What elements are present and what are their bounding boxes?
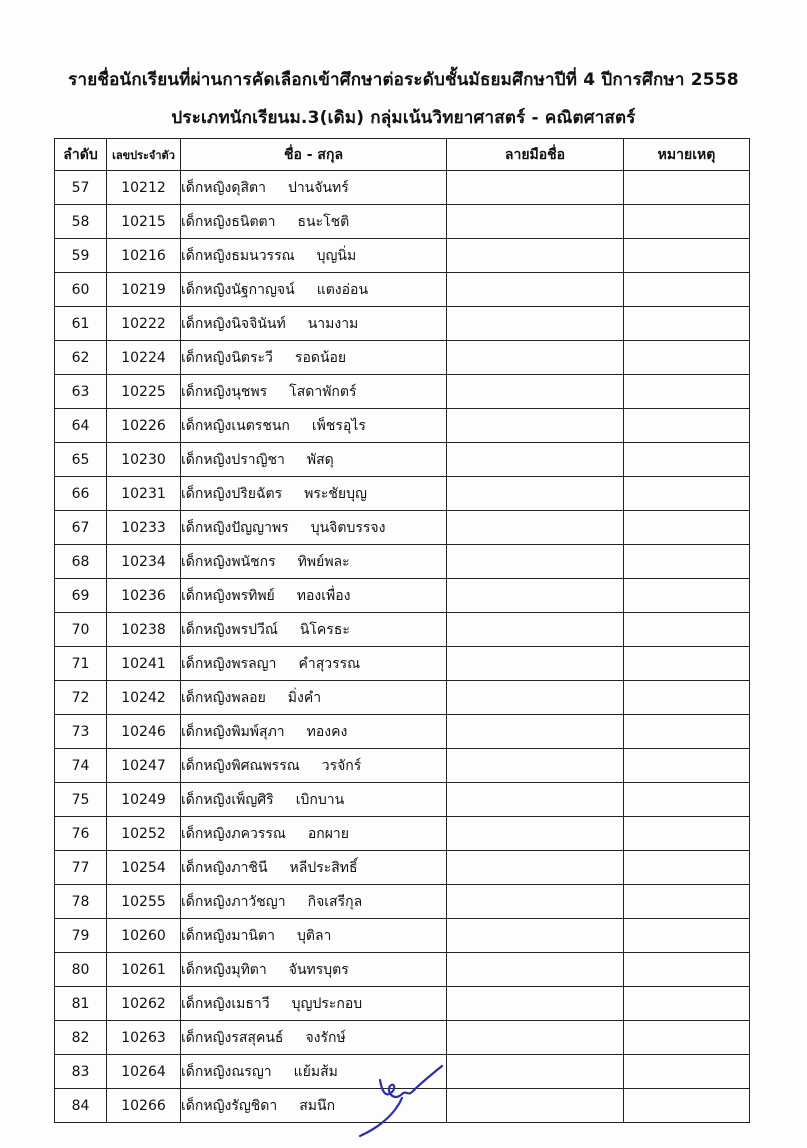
row-remark-cell[interactable] xyxy=(624,851,750,885)
row-last-name: ทองเพื่อง xyxy=(296,587,351,604)
table-row xyxy=(55,545,750,579)
row-first-name: เด็กหญิงเพ็ญศิริ xyxy=(181,791,274,808)
row-student-id: 10266 xyxy=(107,1089,181,1123)
row-signature-cell[interactable] xyxy=(447,817,624,851)
row-student-id: 10230 xyxy=(107,443,181,477)
row-signature-cell[interactable] xyxy=(447,239,624,273)
row-seq: 64 xyxy=(55,409,107,443)
table-row xyxy=(55,375,750,409)
row-first-name: เด็กหญิงพนัชกร xyxy=(181,553,276,570)
row-student-id: 10236 xyxy=(107,579,181,613)
table-row xyxy=(55,851,750,885)
row-first-name: เด็กหญิงรสสุคนธ์ xyxy=(181,1029,284,1046)
row-signature-cell[interactable] xyxy=(447,579,624,613)
row-seq: 65 xyxy=(55,443,107,477)
row-first-name: เด็กหญิงนิตระวี xyxy=(181,349,273,366)
row-signature-cell[interactable] xyxy=(447,477,624,511)
row-remark-cell[interactable] xyxy=(624,953,750,987)
row-first-name: เด็กหญิงดุสิตา xyxy=(181,179,266,196)
row-student-id: 10241 xyxy=(107,647,181,681)
row-last-name: พัสดุ xyxy=(306,451,334,468)
row-signature-cell[interactable] xyxy=(447,171,624,205)
row-first-name: เด็กหญิงเมธาวี xyxy=(181,995,270,1012)
table-row xyxy=(55,749,750,783)
row-first-name: เด็กหญิงภควรรณ xyxy=(181,825,286,842)
table-row xyxy=(55,409,750,443)
row-first-name: เด็กหญิงนิจจินันท์ xyxy=(181,315,286,332)
table-header-row xyxy=(55,139,750,171)
row-name xyxy=(181,749,447,783)
row-last-name: แตงอ่อน xyxy=(316,281,369,298)
row-seq: 78 xyxy=(55,885,107,919)
row-last-name: อกผาย xyxy=(307,825,349,842)
row-student-id: 10222 xyxy=(107,307,181,341)
row-seq: 72 xyxy=(55,681,107,715)
row-name xyxy=(181,987,447,1021)
row-last-name: บุญประกอบ xyxy=(291,995,363,1012)
table-row xyxy=(55,477,750,511)
handwritten-signature xyxy=(352,1052,452,1140)
row-seq: 75 xyxy=(55,783,107,817)
row-remark-cell[interactable] xyxy=(624,511,750,545)
row-last-name: บุติลา xyxy=(296,927,332,944)
header-remark: หมายเหตุ xyxy=(624,139,750,171)
row-student-id: 10225 xyxy=(107,375,181,409)
row-seq: 61 xyxy=(55,307,107,341)
table-row xyxy=(55,647,750,681)
header-signature: ลายมือชื่อ xyxy=(447,139,624,171)
row-seq: 70 xyxy=(55,613,107,647)
table-row xyxy=(55,885,750,919)
row-remark-cell[interactable] xyxy=(624,1089,750,1123)
row-student-id: 10249 xyxy=(107,783,181,817)
row-seq: 66 xyxy=(55,477,107,511)
row-remark-cell[interactable] xyxy=(624,171,750,205)
table-row xyxy=(55,715,750,749)
row-signature-cell[interactable] xyxy=(447,1055,624,1089)
row-student-id: 10255 xyxy=(107,885,181,919)
row-remark-cell[interactable] xyxy=(624,341,750,375)
row-last-name: ทิพย์พละ xyxy=(297,553,350,570)
row-first-name: เด็กหญิงปัญญาพร xyxy=(181,519,289,536)
row-last-name: วรจักร์ xyxy=(321,757,362,774)
row-first-name: เด็กหญิงภาชินี xyxy=(181,859,268,876)
row-seq: 59 xyxy=(55,239,107,273)
row-seq: 77 xyxy=(55,851,107,885)
row-seq: 81 xyxy=(55,987,107,1021)
row-signature-cell[interactable] xyxy=(447,375,624,409)
row-seq: 79 xyxy=(55,919,107,953)
row-signature-cell[interactable] xyxy=(447,783,624,817)
row-last-name: บุญนิ่ม xyxy=(316,247,357,264)
row-last-name: คำสุวรรณ xyxy=(298,655,361,672)
table-row xyxy=(55,783,750,817)
row-student-id: 10260 xyxy=(107,919,181,953)
row-signature-cell[interactable] xyxy=(447,987,624,1021)
row-name xyxy=(181,613,447,647)
table-row xyxy=(55,613,750,647)
row-student-id: 10263 xyxy=(107,1021,181,1055)
row-signature-cell[interactable] xyxy=(447,443,624,477)
row-remark-cell[interactable] xyxy=(624,817,750,851)
row-first-name: เด็กหญิงธนิตตา xyxy=(181,213,276,230)
row-remark-cell[interactable] xyxy=(624,681,750,715)
table-row xyxy=(55,919,750,953)
row-student-id: 10219 xyxy=(107,273,181,307)
row-remark-cell[interactable] xyxy=(624,783,750,817)
row-signature-cell[interactable] xyxy=(447,511,624,545)
header-name: ชื่อ - สกุล xyxy=(181,139,447,171)
row-name xyxy=(181,817,447,851)
table-row xyxy=(55,205,750,239)
row-student-id: 10226 xyxy=(107,409,181,443)
row-student-id: 10233 xyxy=(107,511,181,545)
row-signature-cell[interactable] xyxy=(447,919,624,953)
row-first-name: เด็กหญิงภาวัชญา xyxy=(181,893,286,910)
row-student-id: 10264 xyxy=(107,1055,181,1089)
row-remark-cell[interactable] xyxy=(624,545,750,579)
row-last-name: บุนจิตบรรจง xyxy=(310,519,386,536)
row-name xyxy=(181,307,447,341)
row-name xyxy=(181,511,447,545)
row-seq: 63 xyxy=(55,375,107,409)
row-last-name: พระชัยบุญ xyxy=(304,485,367,502)
header-student-id: เลขประจำตัว xyxy=(107,139,181,171)
row-signature-cell[interactable] xyxy=(447,647,624,681)
row-seq: 58 xyxy=(55,205,107,239)
row-seq: 67 xyxy=(55,511,107,545)
row-name xyxy=(181,851,447,885)
row-name xyxy=(181,443,447,477)
row-last-name: โสดาพักตร์ xyxy=(289,383,357,400)
row-seq: 60 xyxy=(55,273,107,307)
row-name xyxy=(181,409,447,443)
table-row xyxy=(55,341,750,375)
row-student-id: 10216 xyxy=(107,239,181,273)
row-signature-cell[interactable] xyxy=(447,341,624,375)
row-signature-cell[interactable] xyxy=(447,307,624,341)
row-student-id: 10212 xyxy=(107,171,181,205)
table-row xyxy=(55,273,750,307)
row-first-name: เด็กหญิงพรปวีณ์ xyxy=(181,621,278,638)
row-seq: 68 xyxy=(55,545,107,579)
row-seq: 57 xyxy=(55,171,107,205)
row-name xyxy=(181,375,447,409)
row-student-id: 10262 xyxy=(107,987,181,1021)
row-student-id: 10238 xyxy=(107,613,181,647)
row-student-id: 10242 xyxy=(107,681,181,715)
row-student-id: 10234 xyxy=(107,545,181,579)
row-signature-cell[interactable] xyxy=(447,681,624,715)
row-signature-cell[interactable] xyxy=(447,851,624,885)
row-remark-cell[interactable] xyxy=(624,205,750,239)
table-row xyxy=(55,953,750,987)
table-row xyxy=(55,307,750,341)
row-remark-cell[interactable] xyxy=(624,409,750,443)
row-signature-cell[interactable] xyxy=(447,545,624,579)
row-remark-cell[interactable] xyxy=(624,307,750,341)
row-signature-cell[interactable] xyxy=(447,885,624,919)
row-last-name: ทองคง xyxy=(306,723,348,740)
table-row xyxy=(55,511,750,545)
row-signature-cell[interactable] xyxy=(447,613,624,647)
row-signature-cell[interactable] xyxy=(447,953,624,987)
document-subtitle: ประเภทนักเรียนม.3(เดิม) กลุ่มเน้นวิทยาศาสตร์ - คณิตศาสตร์ xyxy=(171,108,636,128)
row-first-name: เด็กหญิงเนตรชนก xyxy=(181,417,290,434)
row-name xyxy=(181,953,447,987)
row-remark-cell[interactable] xyxy=(624,885,750,919)
row-first-name: เด็กหญิงมุทิตา xyxy=(181,961,267,978)
row-name xyxy=(181,715,447,749)
row-last-name: ธนะโชติ xyxy=(297,213,350,230)
table-row xyxy=(55,579,750,613)
row-student-id: 10224 xyxy=(107,341,181,375)
row-remark-cell[interactable] xyxy=(624,477,750,511)
row-name xyxy=(181,681,447,715)
row-last-name: หลีประสิทธิ์ xyxy=(289,859,358,876)
row-remark-cell[interactable] xyxy=(624,579,750,613)
row-last-name: นามงาม xyxy=(307,315,359,332)
row-signature-cell[interactable] xyxy=(447,715,624,749)
row-name xyxy=(181,477,447,511)
row-last-name: เพ็ชรอุไร xyxy=(311,417,366,434)
row-remark-cell[interactable] xyxy=(624,919,750,953)
row-signature-cell[interactable] xyxy=(447,409,624,443)
table-row xyxy=(55,239,750,273)
row-seq: 80 xyxy=(55,953,107,987)
row-remark-cell[interactable] xyxy=(624,647,750,681)
row-first-name: เด็กหญิงณรญา xyxy=(181,1063,272,1080)
row-remark-cell[interactable] xyxy=(624,1021,750,1055)
row-name xyxy=(181,239,447,273)
table-row xyxy=(55,443,750,477)
row-first-name: เด็กหญิงนัฐกาญจน์ xyxy=(181,281,295,298)
row-first-name: เด็กหญิงมานิตา xyxy=(181,927,275,944)
row-seq: 62 xyxy=(55,341,107,375)
row-first-name: เด็กหญิงนุชพร xyxy=(181,383,268,400)
row-student-id: 10231 xyxy=(107,477,181,511)
row-name xyxy=(181,171,447,205)
row-first-name: เด็กหญิงพิศณพรรณ xyxy=(181,757,300,774)
row-first-name: เด็กหญิงปราญิชา xyxy=(181,451,285,468)
row-seq: 82 xyxy=(55,1021,107,1055)
row-last-name: มิ่งคำ xyxy=(287,689,322,706)
row-signature-cell[interactable] xyxy=(447,1089,624,1123)
row-name xyxy=(181,885,447,919)
row-remark-cell[interactable] xyxy=(624,375,750,409)
table-row xyxy=(55,1021,750,1055)
row-remark-cell[interactable] xyxy=(624,987,750,1021)
row-remark-cell[interactable] xyxy=(624,613,750,647)
row-name xyxy=(181,341,447,375)
row-signature-cell[interactable] xyxy=(447,205,624,239)
student-roster-table xyxy=(54,138,750,1123)
row-last-name: รอดน้อย xyxy=(294,349,347,366)
row-first-name: เด็กหญิงรัญชิดา xyxy=(181,1097,278,1114)
row-last-name: นิโครธะ xyxy=(299,621,350,638)
table-row xyxy=(55,817,750,851)
row-last-name: จงรักษ์ xyxy=(305,1029,346,1046)
row-seq: 76 xyxy=(55,817,107,851)
row-remark-cell[interactable] xyxy=(624,749,750,783)
row-first-name: เด็กหญิงพรทิพย์ xyxy=(181,587,275,604)
row-last-name: สมนึก xyxy=(299,1097,336,1114)
row-signature-cell[interactable] xyxy=(447,749,624,783)
row-seq: 84 xyxy=(55,1089,107,1123)
row-remark-cell[interactable] xyxy=(624,443,750,477)
row-remark-cell[interactable] xyxy=(624,273,750,307)
row-last-name: เบิกบาน xyxy=(295,791,345,808)
row-name xyxy=(181,1021,447,1055)
row-student-id: 10247 xyxy=(107,749,181,783)
row-last-name: จันทรบุตร xyxy=(288,961,349,978)
row-student-id: 10254 xyxy=(107,851,181,885)
row-seq: 74 xyxy=(55,749,107,783)
row-last-name: ปานจันทร์ xyxy=(287,179,349,196)
row-name xyxy=(181,579,447,613)
row-student-id: 10252 xyxy=(107,817,181,851)
row-signature-cell[interactable] xyxy=(447,1021,624,1055)
row-last-name: กิจเสรีกุล xyxy=(307,893,363,910)
document-title: รายชื่อนักเรียนที่ผ่านการคัดเลือกเข้าศึกษาต่อระดับชั้นมัธยมศึกษาปีที่ 4 ปีการศึกษา 2558 xyxy=(68,70,739,90)
header-seq: ลำดับ xyxy=(55,139,107,171)
row-name xyxy=(181,205,447,239)
row-first-name: เด็กหญิงพลอย xyxy=(181,689,266,706)
row-seq: 73 xyxy=(55,715,107,749)
table-row xyxy=(55,171,750,205)
row-student-id: 10261 xyxy=(107,953,181,987)
row-seq: 69 xyxy=(55,579,107,613)
table-body xyxy=(55,171,750,1123)
row-first-name: เด็กหญิงธมนวรรณ xyxy=(181,247,295,264)
row-remark-cell[interactable] xyxy=(624,715,750,749)
row-first-name: เด็กหญิงพรลญา xyxy=(181,655,277,672)
row-seq: 71 xyxy=(55,647,107,681)
row-remark-cell[interactable] xyxy=(624,1055,750,1089)
row-name xyxy=(181,783,447,817)
row-last-name: แย้มส้ม xyxy=(293,1063,338,1080)
table-row xyxy=(55,987,750,1021)
row-remark-cell[interactable] xyxy=(624,239,750,273)
row-name xyxy=(181,647,447,681)
row-student-id: 10246 xyxy=(107,715,181,749)
row-name xyxy=(181,273,447,307)
row-name xyxy=(181,545,447,579)
row-student-id: 10215 xyxy=(107,205,181,239)
row-signature-cell[interactable] xyxy=(447,273,624,307)
row-name xyxy=(181,919,447,953)
table-row xyxy=(55,681,750,715)
row-first-name: เด็กหญิงปริยฉัตร xyxy=(181,485,283,502)
row-first-name: เด็กหญิงพิมพ์สุภา xyxy=(181,723,285,740)
row-seq: 83 xyxy=(55,1055,107,1089)
